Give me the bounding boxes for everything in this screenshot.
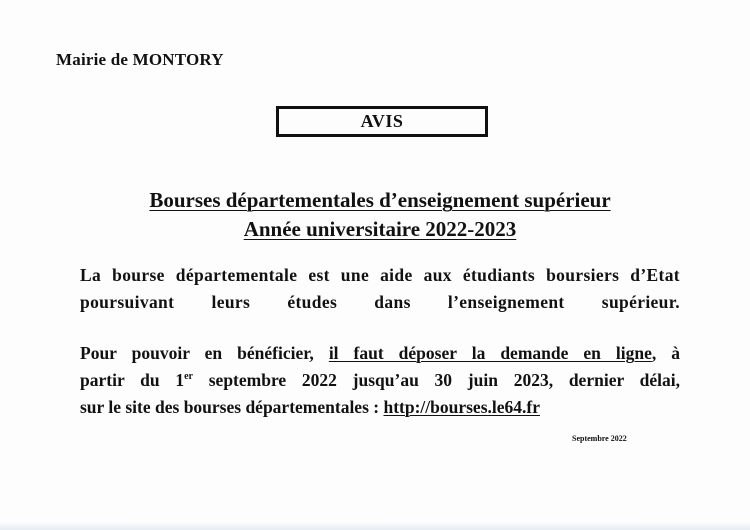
paragraph1-line-1: La bourse départementale est une aide aux étudiants boursiers xyxy=(80,265,620,285)
paragraph2-line-1 xyxy=(80,340,680,367)
paragraph2-line2-end: septembre 2022 jusqu’au 30 juin 2023, dernier délai, xyxy=(193,370,681,390)
title-line-2 xyxy=(0,215,750,244)
paragraph2-line2-start: partir du 1 xyxy=(80,370,185,390)
paragraph2-line1-start: Pour pouvoir en bénéficier, xyxy=(80,343,329,363)
scan-edge xyxy=(0,522,750,530)
issuer-name: Mairie de MONTORY xyxy=(56,50,224,69)
notice-date: Septembre 2022 xyxy=(572,434,627,443)
ordinal-superscript: er xyxy=(184,371,193,382)
paragraph2-line-2 xyxy=(80,367,680,394)
paragraph2-line1-end: , à xyxy=(651,343,681,363)
paragraph2-line-3 xyxy=(80,394,680,421)
title-line-1-text: Bourses départementales d’enseignement supérieur xyxy=(149,188,611,212)
title-line-2-text: Année universitaire 2022-2023 xyxy=(243,217,517,241)
online-application-emphasis: il faut déposer la demande en ligne xyxy=(328,343,652,363)
notice-label-box: AVIS xyxy=(276,106,488,137)
paragraph2-line3-start: sur le site des bourses départementales : xyxy=(80,397,384,417)
paragraph-description xyxy=(80,262,680,316)
bourses-website-link[interactable]: http://bourses.le64.fr xyxy=(383,397,540,417)
notice-title xyxy=(0,186,750,244)
paragraph-instructions xyxy=(80,340,680,421)
paragraph1-line-2: d’Etat poursuivant leurs études dans l’enseignement supérieur. xyxy=(80,265,680,312)
title-line-1 xyxy=(0,186,750,215)
